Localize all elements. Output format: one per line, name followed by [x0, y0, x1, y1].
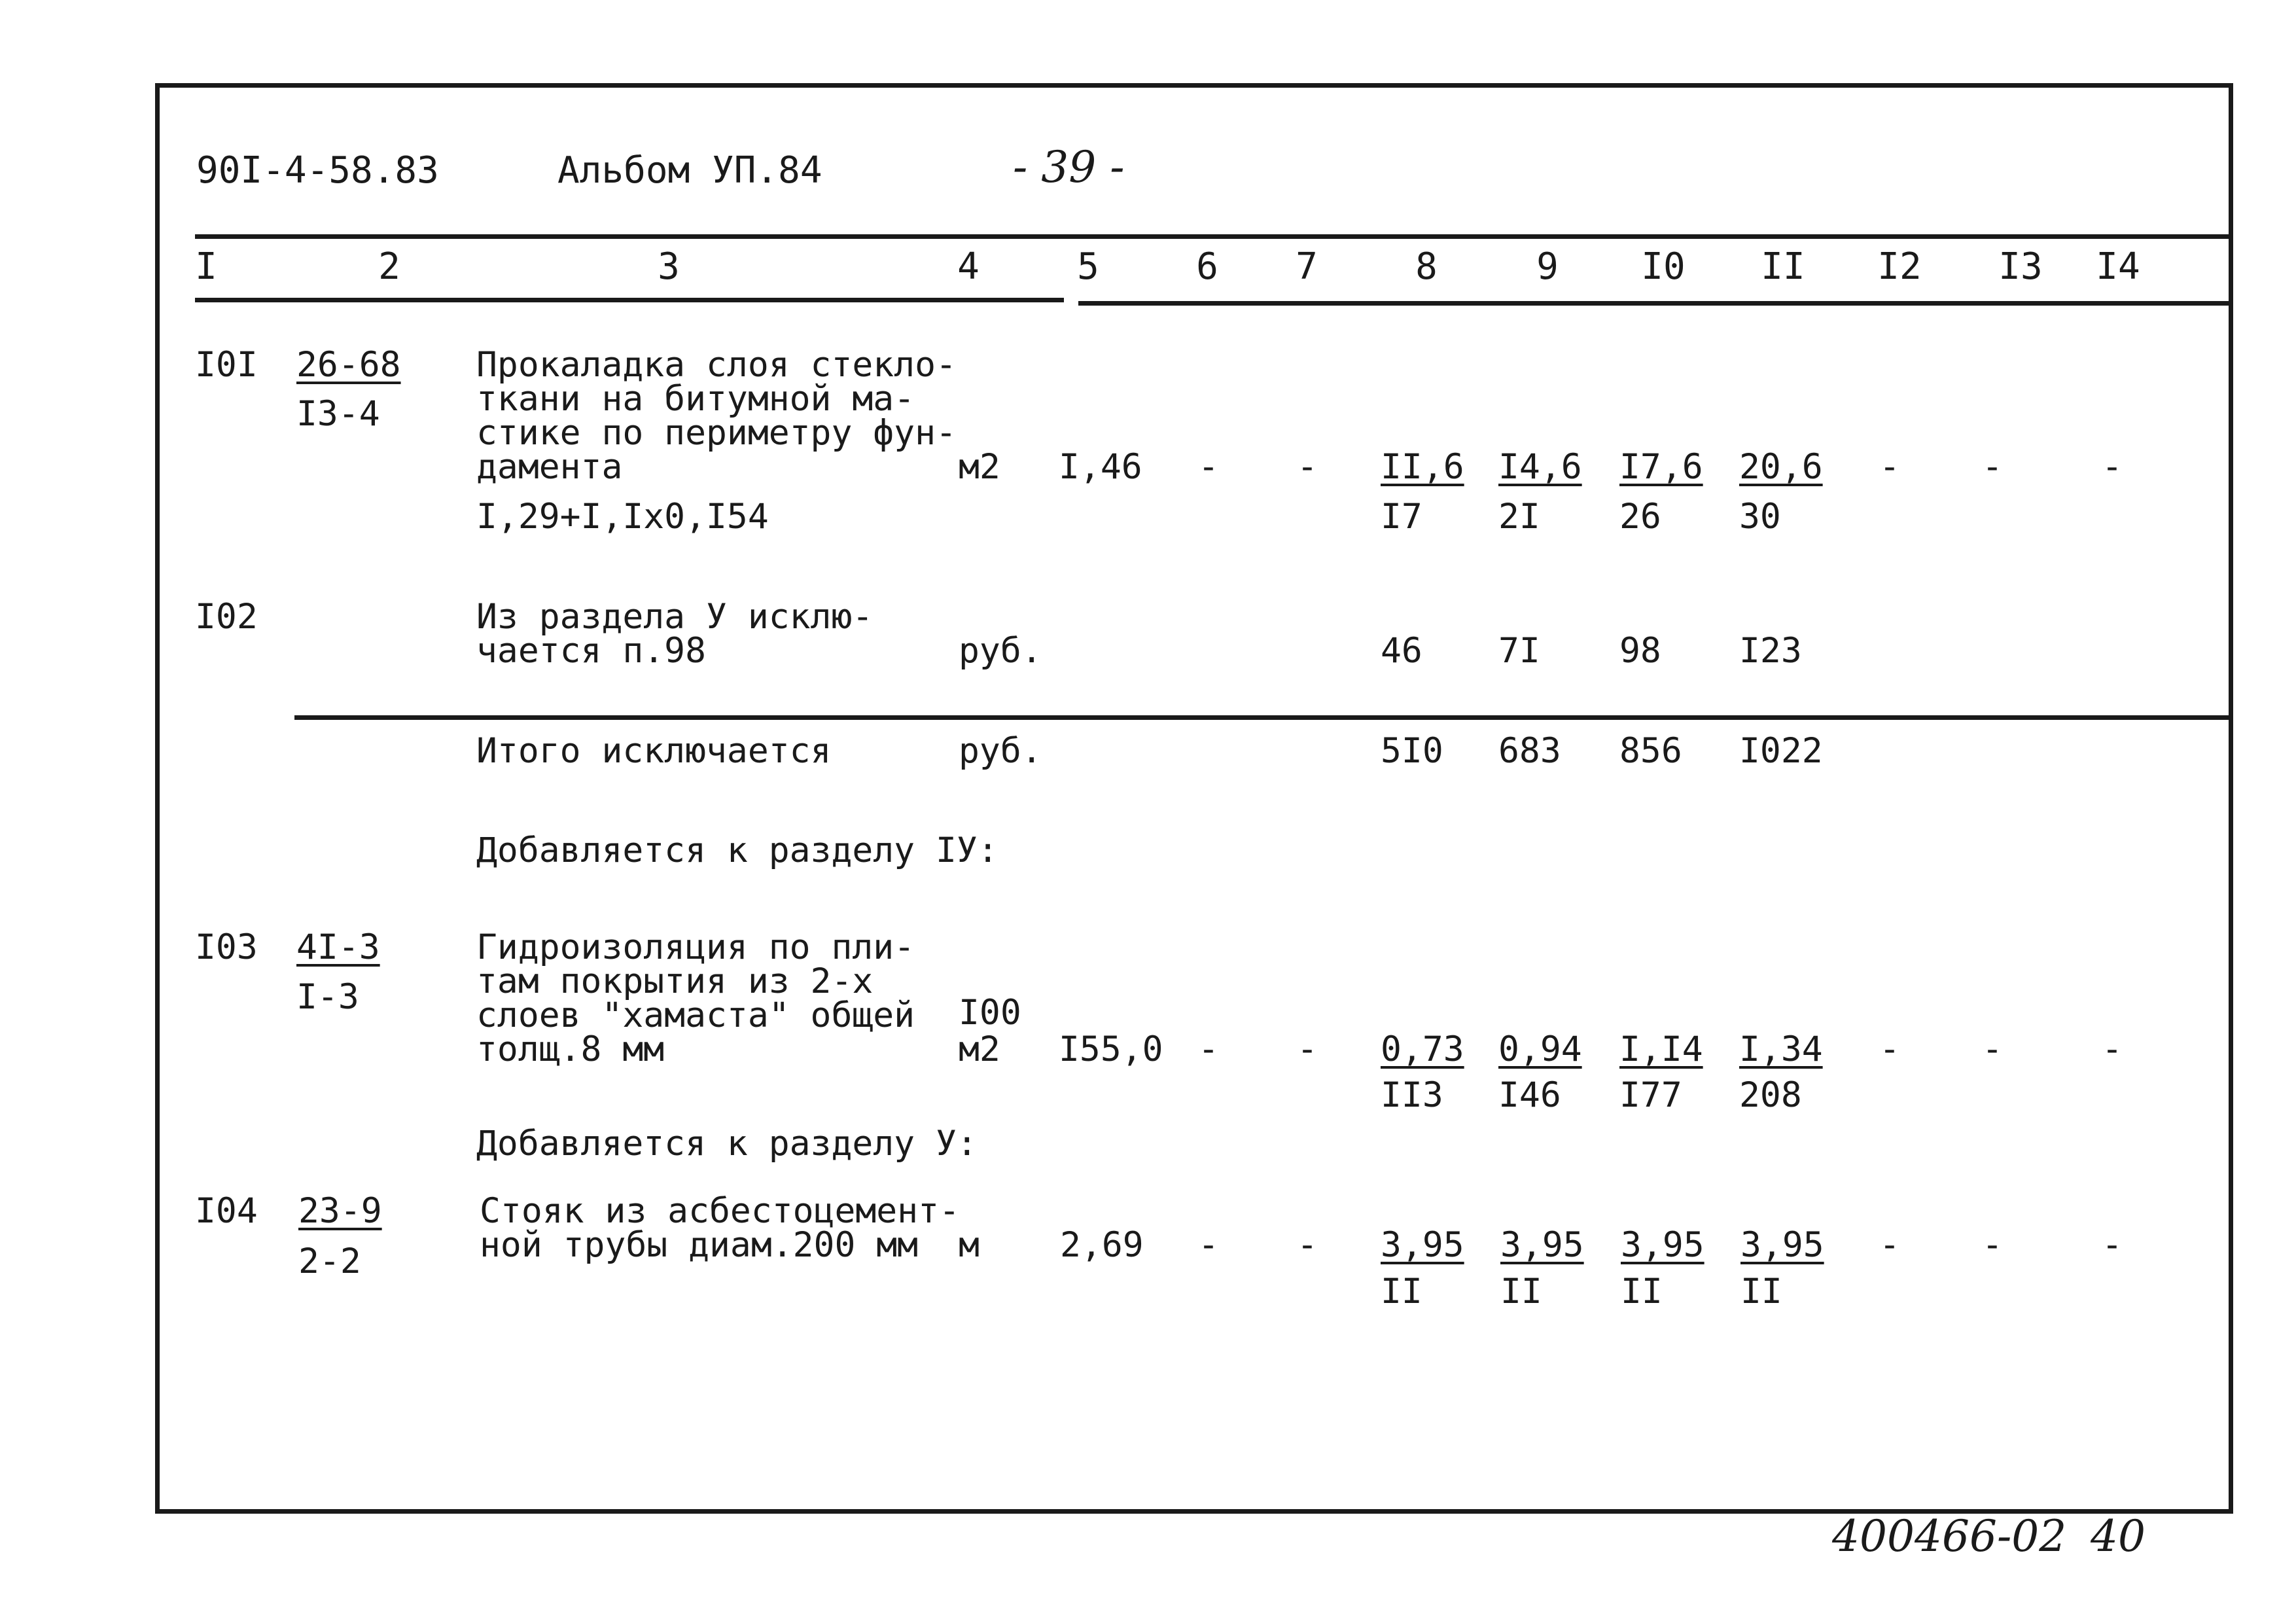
row-101-formula: I,29+I,Ix0,I54: [476, 497, 769, 537]
section-heading-4: Добавляется к разделу IУ:: [476, 830, 998, 870]
col-13: I3: [1998, 245, 2043, 288]
row-104-col14: -: [2102, 1225, 2123, 1265]
row-103-desc-line-1: Гидроизоляция по пли-: [476, 927, 915, 967]
row-102-col10: 98: [1619, 631, 1661, 671]
row-104-number: I04: [195, 1191, 258, 1231]
row-103-col11-bottom: 208: [1739, 1075, 1802, 1115]
row-101-number: I0I: [195, 345, 258, 385]
row-103-col11-top: I,34: [1739, 1029, 1823, 1069]
row-101-col8-bottom: I7: [1381, 497, 1422, 537]
row-104-ref-bottom: 2-2: [298, 1241, 361, 1281]
total-unit: руб.: [959, 731, 1042, 771]
row-104-col9-top: 3,95: [1500, 1225, 1584, 1265]
row-101-col12: -: [1879, 447, 1900, 487]
row-103-col9-bottom: I46: [1498, 1075, 1561, 1115]
row-101-col13: -: [1982, 447, 2003, 487]
row-102-col8: 46: [1381, 631, 1422, 671]
row-103-col12: -: [1879, 1029, 1900, 1069]
row-101-col10-top: I7,6: [1619, 447, 1703, 487]
col-7: 7: [1296, 245, 1318, 288]
row-101-col8-top: II,6: [1381, 447, 1464, 487]
row-101-desc-line-1: Прокаладка слоя стекло-: [476, 345, 957, 385]
section-heading-5: Добавляется к разделу У:: [476, 1124, 978, 1164]
row-101-col6: -: [1198, 447, 1219, 487]
col-2: 2: [378, 245, 400, 288]
row-103-desc-line-2: там покрытия из 2-х: [476, 961, 874, 1001]
row-101-desc-line-3: стике по периметру фун-: [476, 413, 957, 453]
row-104-qty: 2,69: [1060, 1225, 1144, 1265]
row-101-col10-bottom: 26: [1619, 497, 1661, 537]
row-103-col8-top: 0,73: [1381, 1029, 1464, 1069]
row-102-unit: руб.: [959, 631, 1042, 671]
row-101-col9-top: I4,6: [1498, 447, 1582, 487]
header-top-rule: [195, 234, 2230, 239]
total-rule: [294, 715, 2231, 720]
row-103-desc-line-4: толщ.8 мм: [476, 1029, 665, 1069]
col-12: I2: [1877, 245, 1922, 288]
col-8: 8: [1415, 245, 1438, 288]
row-101-ref-bottom: I3-4: [296, 394, 380, 434]
row-101-col14: -: [2102, 447, 2123, 487]
row-102-col9: 7I: [1498, 631, 1540, 671]
row-104-col10-top: 3,95: [1621, 1225, 1704, 1265]
row-104-col11-bottom: II: [1740, 1272, 1782, 1311]
row-104-col8-bottom: II: [1381, 1272, 1422, 1311]
col-4: 4: [957, 245, 980, 288]
row-104-col6: -: [1198, 1225, 1219, 1265]
row-104-desc-line-1: Стояк из асбестоцемент-: [480, 1191, 960, 1231]
row-101-unit: м2: [959, 447, 1000, 487]
row-104-col13: -: [1982, 1225, 2003, 1265]
row-104-unit: м: [959, 1225, 980, 1265]
row-101-col11-top: 20,6: [1739, 447, 1823, 487]
col-6: 6: [1196, 245, 1218, 288]
header-bottom-rule-left: [195, 298, 1064, 302]
sheet-number-handwritten: 40: [2091, 1511, 2146, 1561]
row-101-ref-top: 26-68: [296, 345, 401, 385]
row-103-col14: -: [2102, 1029, 2123, 1069]
row-104-col10-bottom: II: [1621, 1272, 1663, 1311]
row-103-col13: -: [1982, 1029, 2003, 1069]
row-104-col11-top: 3,95: [1740, 1225, 1824, 1265]
row-101-qty: I,46: [1059, 447, 1142, 487]
row-104-ref-top: 23-9: [298, 1191, 382, 1231]
document-code: 90I-4-58.83: [196, 149, 439, 192]
total-col9: 683: [1498, 731, 1561, 771]
col-14: I4: [2096, 245, 2140, 288]
row-103-col10-top: I,I4: [1619, 1029, 1703, 1069]
col-1: I: [195, 245, 217, 288]
row-104-col9-bottom: II: [1500, 1272, 1542, 1311]
document-number-handwritten: 400466-02: [1832, 1511, 2067, 1561]
page-number: - 39 -: [1013, 142, 1125, 192]
row-104-col12: -: [1879, 1225, 1900, 1265]
col-10: I0: [1641, 245, 1686, 288]
col-5: 5: [1077, 245, 1099, 288]
row-101-col11-bottom: 30: [1739, 497, 1781, 537]
total-col10: 856: [1619, 731, 1682, 771]
album-label: Альбом УП.84: [557, 149, 822, 192]
row-101-col9-bottom: 2I: [1498, 497, 1540, 537]
row-102-desc-line-1: Из раздела У исклю-: [476, 597, 874, 637]
col-11: II: [1761, 245, 1805, 288]
row-103-qty: I55,0: [1059, 1029, 1163, 1069]
total-col11: I022: [1739, 731, 1823, 771]
row-102-col11: I23: [1739, 631, 1802, 671]
row-101-desc-line-4: дамента: [476, 447, 623, 487]
row-103-ref-bottom: I-3: [296, 977, 359, 1017]
header-bottom-rule-right: [1078, 301, 2231, 306]
col-3: 3: [658, 245, 680, 288]
row-102-number: I02: [195, 597, 258, 637]
row-104-col7: -: [1297, 1225, 1318, 1265]
row-104-col8-top: 3,95: [1381, 1225, 1464, 1265]
col-9: 9: [1536, 245, 1559, 288]
row-103-col10-bottom: I77: [1619, 1075, 1682, 1115]
row-103-unit: м2: [959, 1029, 1000, 1069]
row-103-col7: -: [1297, 1029, 1318, 1069]
row-103-number: I03: [195, 927, 258, 967]
row-103-ref-top: 4I-3: [296, 927, 380, 967]
row-103-col6: -: [1198, 1029, 1219, 1069]
row-102-desc-line-2: чается п.98: [476, 631, 706, 671]
total-label: Итого исключается: [476, 731, 832, 771]
row-103-col8-bottom: II3: [1381, 1075, 1443, 1115]
row-103-desc-line-3: слоев "хамаста" общей: [476, 995, 915, 1035]
row-101-col7: -: [1297, 447, 1318, 487]
row-101-desc-line-2: ткани на битумной ма-: [476, 379, 915, 419]
total-col8: 5I0: [1381, 731, 1443, 771]
row-104-desc-line-2: ной трубы диам.200 мм: [480, 1225, 919, 1265]
row-103-unit-top: I00: [959, 993, 1021, 1033]
row-103-col9-top: 0,94: [1498, 1029, 1582, 1069]
